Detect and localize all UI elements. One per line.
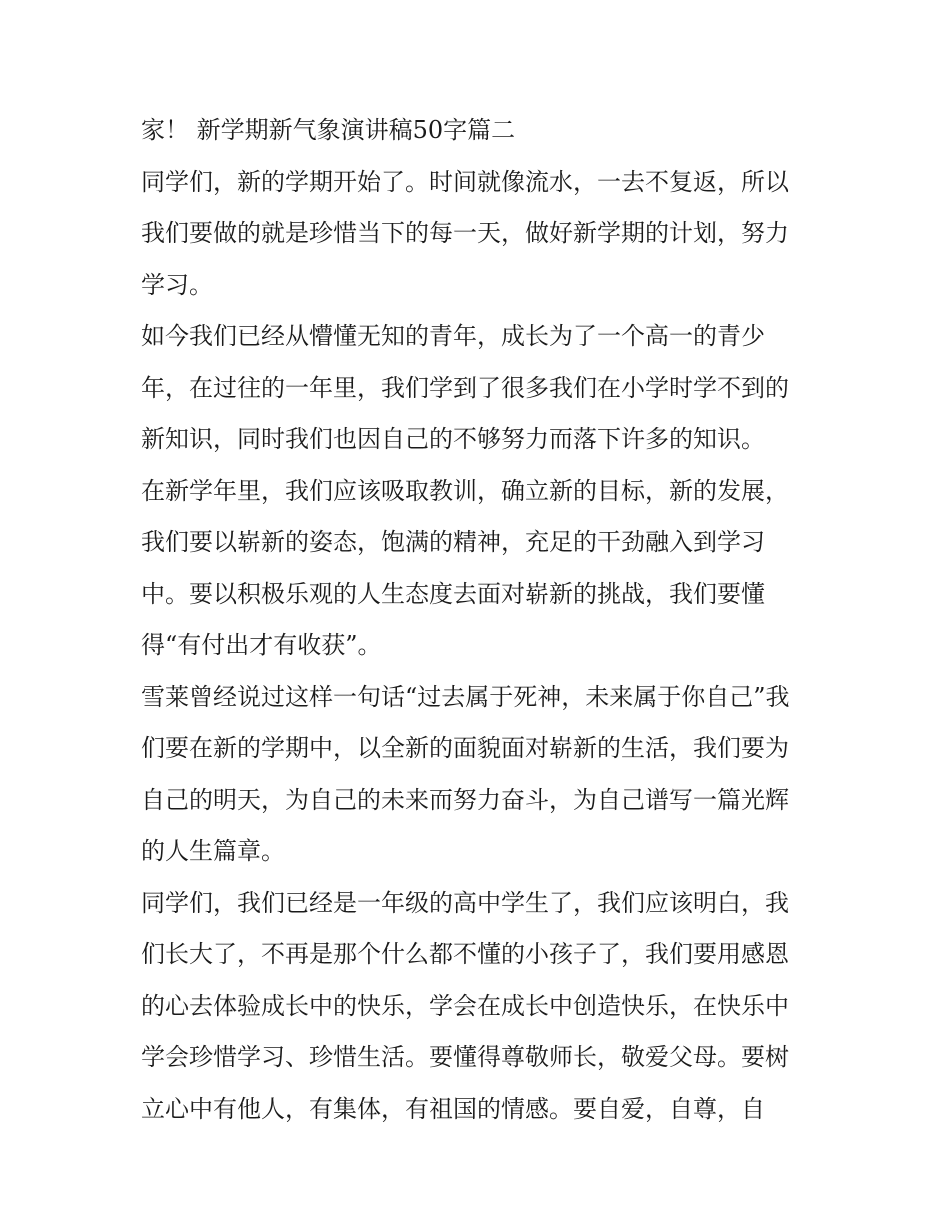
document-body	[141, 108, 821, 1138]
text-line: 新知识，同时我们也因自己的不够努力而落下许多的知识。	[141, 425, 765, 453]
text-line: 同学们，新的学期开始了。时间就像流水，一去不复返，所以	[141, 167, 789, 196]
text-line: 家！ 新学期新气象演讲稿50字篇二	[141, 116, 516, 144]
text-line: 我们要做的就是珍惜当下的每一天，做好新学期的计划，努力	[141, 219, 789, 247]
text-line: 的人生篇章。	[141, 837, 285, 865]
text-line: 们长大了，不再是那个什么都不懂的小孩子了，我们要用感恩	[141, 940, 789, 968]
text-line: 我们要以崭新的姿态，饱满的精神，充足的干劲融入到学习	[141, 528, 765, 556]
text-line: 学习。	[141, 270, 213, 299]
text-line: 中。要以积极乐观的人生态度去面对崭新的挑战，我们要懂	[141, 579, 765, 608]
text-line: 立心中有他人，有集体，有祖国的情感。要自爱，自尊，自	[141, 1094, 765, 1123]
text-line: 同学们，我们已经是一年级的高中学生了，我们应该明白，我	[141, 888, 789, 917]
text-line: 年，在过往的一年里，我们学到了很多我们在小学时学不到的	[141, 373, 789, 402]
text-line: 雪莱曾经说过这样一句话“过去属于死神，未来属于你自己”我	[141, 682, 790, 711]
text-line: 们要在新的学期中，以全新的面貌面对崭新的生活，我们要为	[141, 734, 789, 762]
text-line: 的心去体验成长中的快乐，学会在成长中创造快乐，在快乐中	[141, 991, 789, 1020]
text-line: 学会珍惜学习、珍惜生活。要懂得尊敬师长，敬爱父母。要树	[141, 1043, 789, 1071]
text-line: 自己的明天，为自己的未来而努力奋斗，为自己谱写一篇光辉	[141, 785, 789, 814]
text-line: 在新学年里，我们应该吸取教训，确立新的目标，新的发展，	[141, 476, 789, 505]
text-line: 得“有付出才有收获”。	[141, 631, 382, 659]
text-line: 如今我们已经从懵懂无知的青年，成长为了一个高一的青少	[141, 322, 765, 350]
